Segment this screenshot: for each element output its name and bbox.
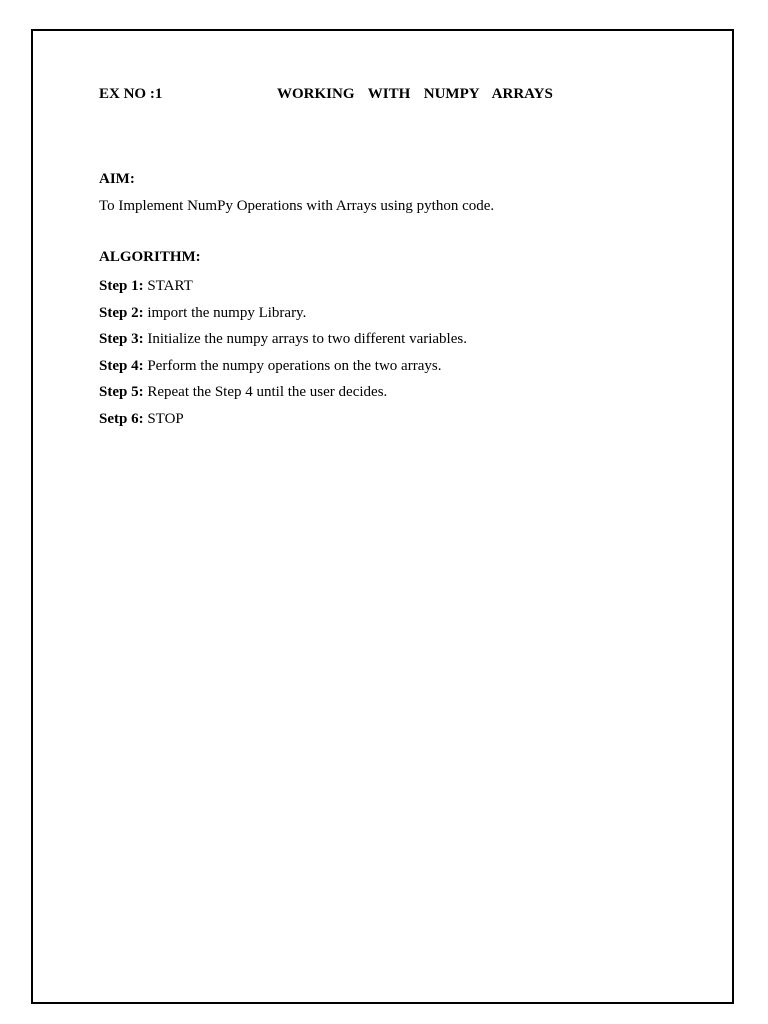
step-label: Step 5: — [99, 384, 144, 401]
step-text: STOP — [147, 410, 184, 427]
step-label: Step 2: — [99, 304, 144, 321]
aim-text: To Implement NumPy Operations with Arrays using python code. — [99, 198, 495, 214]
algorithm-step — [99, 329, 467, 356]
algorithm-step — [99, 303, 467, 330]
step-text: Initialize the numpy arrays to two different variables. — [147, 331, 467, 348]
step-text: import the numpy Library. — [147, 304, 307, 321]
step-label: Step 4: — [99, 357, 144, 374]
algorithm-step — [99, 409, 467, 436]
step-label: Setp 6: — [99, 410, 144, 427]
document-header — [99, 86, 659, 106]
algorithm-step — [99, 382, 467, 409]
algorithm-steps — [99, 276, 467, 436]
algorithm-step — [99, 356, 467, 383]
step-label: Step 3: — [99, 331, 144, 348]
step-text: Perform the numpy operations on the two arrays. — [147, 357, 442, 374]
step-label: Step 1: — [99, 278, 144, 294]
exercise-number: EX NO :1 — [99, 86, 163, 102]
aim-heading: AIM: — [99, 171, 135, 187]
algorithm-heading: ALGORITHM: — [99, 249, 201, 265]
step-text: START — [147, 278, 193, 294]
page-border — [31, 29, 734, 1004]
algorithm-step — [99, 276, 467, 303]
page-title: WORKING WITH NUMPY ARRAYS — [277, 86, 553, 102]
step-text: Repeat the Step 4 until the user decides. — [147, 384, 388, 401]
